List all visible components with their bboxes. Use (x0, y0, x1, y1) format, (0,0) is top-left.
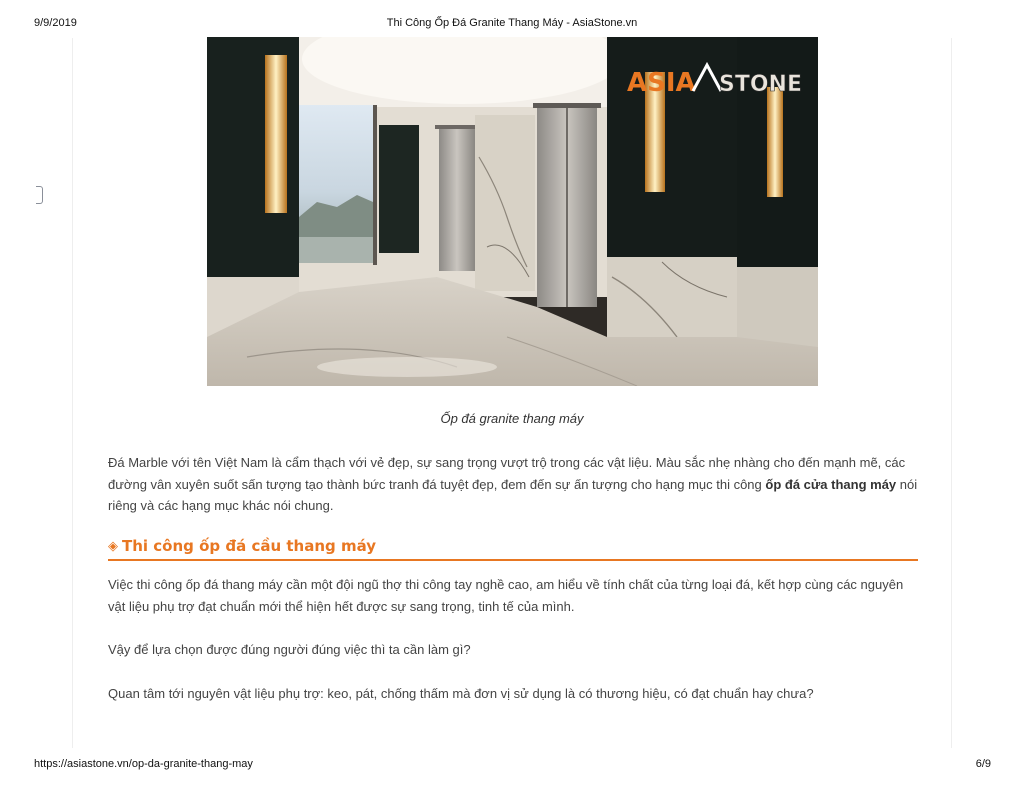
side-toggle-tab[interactable] (36, 186, 43, 204)
section-paragraph: Vậy để lựa chọn được đúng người đúng việc thì ta cần làm gì? (108, 642, 471, 657)
section-paragraph: Quan tâm tới nguyên vật liệu phụ trợ: keo, pát, chống thấm mà đơn vị sử dụng là có thương hiệu, có đạt chuẩn hay chưa? (108, 686, 814, 701)
intro-paragraph: Đá Marble với tên Việt Nam là cẩm thạch với vẻ đẹp, sự sang trọng vượt trộ trong các vật liệu. Màu sắc nhẹ nhàng cho đến mạnh mẽ, các đường vân xuyên suốt sấn tượng tạo thành bức tranh đá tuyệt đẹp, đem đến sự ấn tượng cho hạng mục thi công ốp đá cửa thang máy nói riêng và các hạng mục khác nói chung. (108, 455, 918, 513)
page-guide-right (951, 38, 952, 748)
print-page-number: 6/9 (975, 758, 991, 770)
print-page-title: Thi Công Ốp Đá Granite Thang Máy - AsiaStone.vn (386, 17, 638, 29)
svg-text:STONE: STONE (719, 72, 802, 97)
section-heading: ◈ Thi công ốp đá cầu thang máy (108, 537, 918, 561)
bold-keyword-link: ốp đá cửa thang máy (765, 476, 897, 492)
elevator-lobby-photo (207, 37, 818, 386)
section-paragraph: Việc thi công ốp đá thang máy cần một đội ngũ thợ thi công tay nghề cao, am hiểu về tính chất của từng loại đá, kết hợp cùng các nguyên vật liệu phụ trợ đạt chuẩn mới thể hiện hết được sự sang trọng, tinh tế của mình. (108, 577, 904, 614)
print-url: https://asiastone.vn/op-da-granite-thang-may (34, 758, 253, 770)
diamond-icon: ◈ (108, 539, 118, 554)
svg-text:ASIA: ASIA (627, 68, 696, 98)
print-date: 9/9/2019 (34, 17, 77, 29)
figure-caption: Ốp đá granite thang máy (440, 411, 584, 426)
page-guide-left (72, 38, 73, 748)
